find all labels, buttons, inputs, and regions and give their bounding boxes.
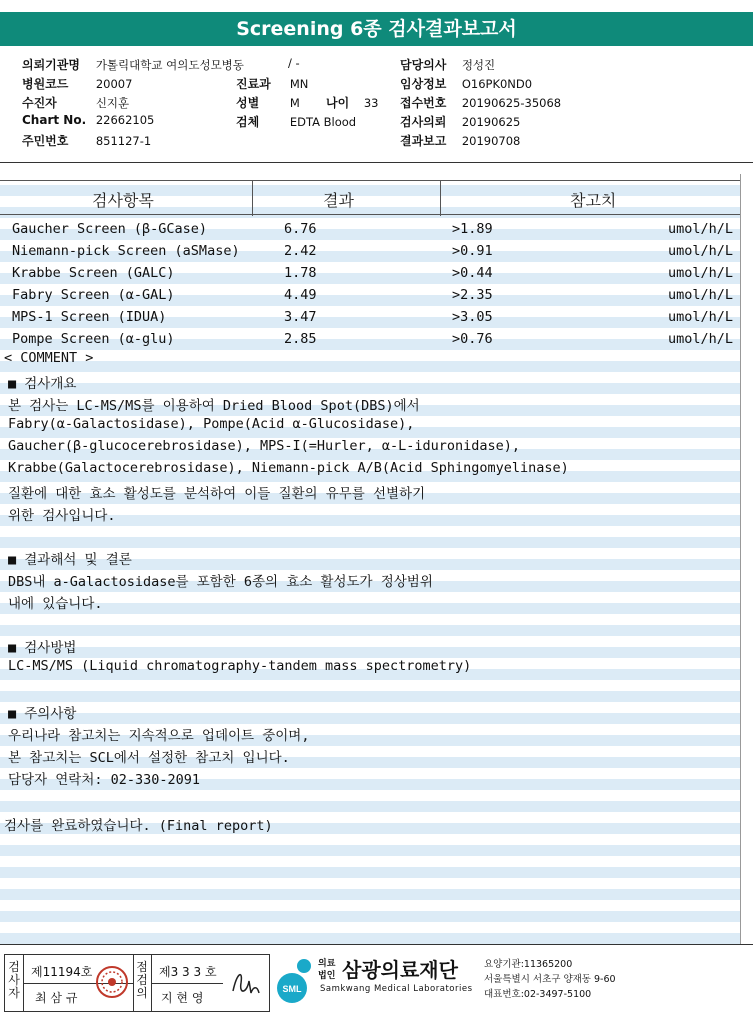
unit-value: umol/h/L <box>668 287 734 303</box>
signature-box <box>4 954 270 1012</box>
col-header-item: 검사항목 <box>92 191 154 210</box>
result-row <box>0 306 740 328</box>
clinical-value: O16PK0ND0 <box>461 77 533 91</box>
hospital-code-label: 병원코드 <box>22 77 69 91</box>
request-field <box>400 113 520 130</box>
request-label: 검사의뢰 <box>400 115 447 129</box>
reviewer-label: 점검의 <box>136 960 148 1000</box>
result-value: 2.85 <box>284 331 317 347</box>
result-row <box>0 284 740 306</box>
org-prefix-bottom: 법인 <box>318 971 336 981</box>
reference-value: >2.35 <box>452 287 493 303</box>
reviewer-name: 지 현 영 <box>161 991 204 1005</box>
patient-value: 신지훈 <box>95 96 130 110</box>
test-item-name: MPS-1 Screen (IDUA) <box>12 309 167 325</box>
chart-label: Chart No. <box>22 113 87 127</box>
report-header <box>0 52 753 152</box>
institution-label: 의뢰기관명 <box>22 58 80 72</box>
overview-line: 본 검사는 LC-MS/MS를 이용하여 Dried Blood Spot(DBS)에서 <box>8 398 420 414</box>
overview-line: Fabry(α-Galactosidase), Pompe(Acid α-Glucosidase), <box>8 416 415 432</box>
specimen-field <box>236 113 356 130</box>
unit-value: umol/h/L <box>668 265 734 281</box>
table-header-rule <box>0 214 740 215</box>
sex-label: 성별 <box>236 96 260 110</box>
page-edge <box>740 174 753 944</box>
clinical-field <box>400 75 532 92</box>
method-title: ■ 검사방법 <box>8 640 77 656</box>
dept-field <box>236 75 308 92</box>
notes-title: ■ 주의사항 <box>8 706 77 722</box>
patient-field <box>22 94 129 111</box>
hospital-code-value: 20007 <box>95 77 133 91</box>
org-prefix-top: 의료 <box>318 959 336 969</box>
specimen-value: EDTA Blood <box>289 115 357 129</box>
ward-field <box>288 56 300 70</box>
result-row <box>0 240 740 262</box>
inspector-license: 제11194호 <box>31 965 93 979</box>
report-date-field <box>400 132 520 149</box>
handwritten-signature <box>227 963 263 1003</box>
report-date-label: 결과보고 <box>400 134 447 148</box>
comment-heading: < COMMENT > <box>4 350 94 366</box>
report-title: Screening 6종 검사결과보고서 <box>0 12 753 46</box>
id-label: 주민번호 <box>22 134 69 148</box>
org-english-name: Samkwang Medical Laboratories <box>320 984 473 994</box>
id-field <box>22 132 151 149</box>
unit-value: umol/h/L <box>668 331 734 347</box>
col-header-reference: 참고치 <box>570 191 617 210</box>
table-col-divider-1 <box>252 180 253 216</box>
chart-value: 22662105 <box>95 113 155 127</box>
interpretation-line: 내에 있습니다. <box>8 596 103 612</box>
ward-value: / - <box>288 56 300 70</box>
result-row <box>0 328 740 350</box>
test-item-name: Krabbe Screen (GALC) <box>12 265 175 281</box>
request-value: 20190625 <box>461 115 521 129</box>
sml-logo-icon <box>272 956 316 1006</box>
interpretation-title: ■ 결과해석 및 결론 <box>8 552 132 568</box>
result-value: 6.76 <box>284 221 317 237</box>
unit-value: umol/h/L <box>668 309 734 325</box>
overview-line: Krabbe(Galactocerebrosidase), Niemann-pick A/B(Acid Sphingomyelinase) <box>8 460 569 476</box>
seal-stamp-icon <box>95 965 129 999</box>
footer-divider <box>0 944 753 945</box>
reference-value: >3.05 <box>452 309 493 325</box>
specimen-label: 검체 <box>236 115 260 129</box>
doctor-value: 정성진 <box>461 58 496 72</box>
sex-field <box>236 94 300 111</box>
result-value: 3.47 <box>284 309 317 325</box>
report-date-value: 20190708 <box>461 134 521 148</box>
overview-title: ■ 검사개요 <box>8 376 77 392</box>
signature-divider <box>133 955 134 1011</box>
table-col-divider-2 <box>440 180 441 216</box>
reference-value: >0.44 <box>452 265 493 281</box>
dept-label: 진료과 <box>236 77 271 91</box>
result-row <box>0 262 740 284</box>
notes-line: 본 참고치는 SCL에서 설정한 참고치 입니다. <box>8 750 290 766</box>
reference-value: >1.89 <box>452 221 493 237</box>
doctor-field <box>400 56 495 73</box>
clinical-label: 임상정보 <box>400 77 447 91</box>
unit-value: umol/h/L <box>668 221 734 237</box>
receipt-field <box>400 94 561 111</box>
result-value: 2.42 <box>284 243 317 259</box>
overview-line: Gaucher(β-glucocerebrosidase), MPS-I(=Hurler, α-L-iduronidase), <box>8 438 521 454</box>
institution-field <box>22 56 244 73</box>
result-value: 4.49 <box>284 287 317 303</box>
hospital-code-field <box>22 75 132 92</box>
institution-code: 요양기관:11365200 <box>484 959 573 970</box>
inspector-name: 최 삼 규 <box>35 991 78 1005</box>
org-address: 서울특별시 서초구 양재동 9-60 <box>484 974 616 985</box>
notes-line: 우리나라 참고치는 지속적으로 업데이트 중이며, <box>8 728 310 744</box>
test-item-name: Niemann-pick Screen (aSMase) <box>12 243 240 259</box>
reference-value: >0.76 <box>452 331 493 347</box>
unit-value: umol/h/L <box>668 243 734 259</box>
org-name: 삼광의료재단 <box>342 958 458 982</box>
test-item-name: Pompe Screen (α-glu) <box>12 331 175 347</box>
overview-line: 질환에 대한 효소 활성도를 분석하여 이들 질환의 유무를 선별하기 <box>8 486 426 502</box>
svg-text:SML: SML <box>282 984 302 994</box>
test-item-name: Gaucher Screen (β-GCase) <box>12 221 208 237</box>
final-report-line: 검사를 완료하였습니다. (Final report) <box>4 818 273 834</box>
notes-line: 담당자 연락처: 02-330-2091 <box>8 772 201 788</box>
method-line: LC-MS/MS (Liquid chromatography-tandem mass spectrometry) <box>8 658 472 674</box>
receipt-value: 20190625-35068 <box>461 96 562 110</box>
patient-label: 수진자 <box>22 96 57 110</box>
footer <box>0 950 753 1018</box>
reference-value: >0.91 <box>452 243 493 259</box>
test-item-name: Fabry Screen (α-GAL) <box>12 287 175 303</box>
sex-value: M <box>289 96 300 110</box>
interpretation-line: DBS내 a-Galactosidase를 포함한 6종의 효소 활성도가 정상범위 <box>8 574 433 590</box>
signature-row-divider <box>151 983 223 984</box>
institution-value: 가톨릭대학교 여의도성모병동 <box>95 58 244 72</box>
result-value: 1.78 <box>284 265 317 281</box>
dept-value: MN <box>289 77 309 91</box>
age-field <box>326 94 378 111</box>
col-header-result: 결과 <box>323 191 354 210</box>
age-label: 나이 <box>326 96 350 110</box>
reviewer-license: 제3 3 3 호 <box>159 965 217 979</box>
table-top-rule <box>0 180 740 181</box>
org-phone: 대표번호:02-3497-5100 <box>484 989 592 1000</box>
doctor-label: 담당의사 <box>400 58 447 72</box>
result-sheet <box>0 174 740 944</box>
receipt-label: 접수번호 <box>400 96 447 110</box>
chart-field <box>22 113 154 127</box>
overview-line: 위한 검사입니다. <box>8 508 116 524</box>
header-divider <box>0 162 753 163</box>
inspector-label: 검사자 <box>8 960 20 1000</box>
id-value: 851127-1 <box>95 134 152 148</box>
result-row <box>0 218 740 240</box>
age-value: 33 <box>363 96 379 110</box>
